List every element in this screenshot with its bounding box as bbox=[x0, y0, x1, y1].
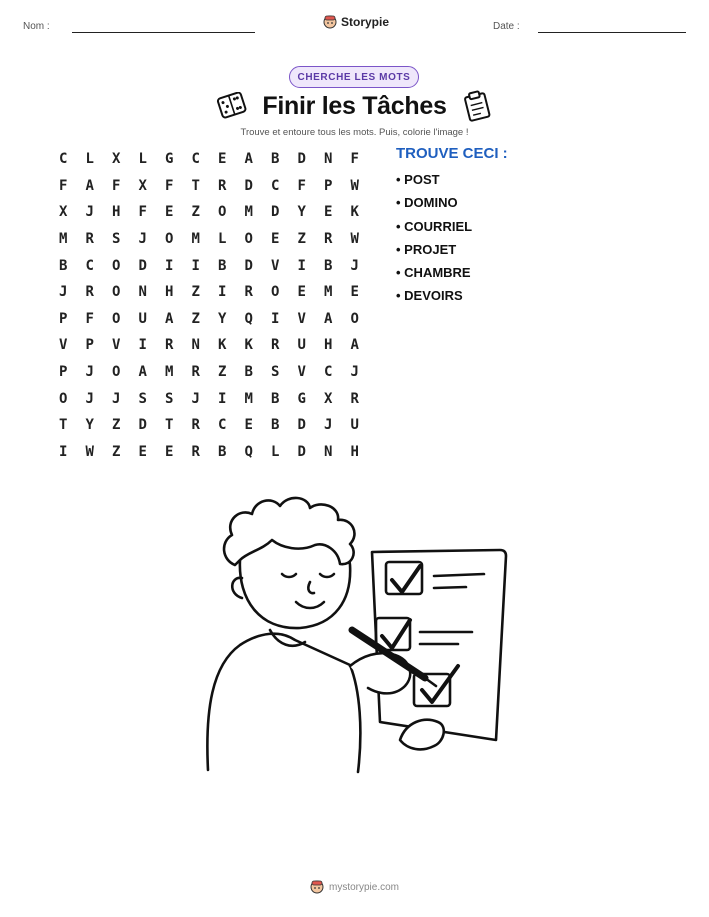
grid-letter[interactable]: X bbox=[112, 151, 121, 168]
storypie-mascot-icon bbox=[323, 15, 337, 29]
grid-letter[interactable]: F bbox=[350, 151, 359, 168]
grid-letter[interactable]: C bbox=[85, 257, 94, 274]
grid-letter[interactable]: E bbox=[138, 443, 147, 460]
grid-letter[interactable]: G bbox=[297, 390, 306, 407]
grid-letter[interactable]: E bbox=[244, 417, 253, 434]
grid-letter[interactable]: D bbox=[244, 257, 253, 274]
grid-letter[interactable]: I bbox=[191, 257, 200, 274]
grid-letter[interactable]: R bbox=[191, 364, 200, 381]
clipboard-icon bbox=[462, 90, 492, 122]
grid-letter[interactable]: A bbox=[324, 310, 333, 327]
grid-letter[interactable]: O bbox=[244, 231, 253, 248]
grid-letter[interactable]: R bbox=[85, 284, 94, 301]
grid-letter[interactable]: C bbox=[191, 151, 200, 168]
grid-letter[interactable]: F bbox=[297, 177, 306, 194]
grid-letter[interactable]: V bbox=[59, 337, 68, 354]
grid-letter[interactable]: H bbox=[350, 443, 359, 460]
grid-letter[interactable]: P bbox=[59, 310, 68, 327]
name-line bbox=[72, 32, 255, 33]
grid-letter[interactable]: C bbox=[59, 151, 68, 168]
storypie-mascot-icon bbox=[310, 880, 324, 894]
grid-letter[interactable]: B bbox=[271, 417, 280, 434]
grid-letter[interactable]: F bbox=[138, 204, 147, 221]
grid-letter[interactable]: Z bbox=[191, 204, 200, 221]
grid-letter[interactable]: O bbox=[112, 257, 121, 274]
grid-letter[interactable]: I bbox=[218, 390, 227, 407]
grid-letter[interactable]: L bbox=[218, 231, 227, 248]
grid-letter[interactable]: M bbox=[191, 231, 200, 248]
grid-letter[interactable]: R bbox=[218, 177, 227, 194]
grid-letter[interactable]: R bbox=[271, 337, 280, 354]
grid-letter[interactable]: M bbox=[165, 364, 174, 381]
grid-letter[interactable]: R bbox=[85, 231, 94, 248]
grid-letter[interactable]: I bbox=[165, 257, 174, 274]
grid-letter[interactable]: S bbox=[138, 390, 147, 407]
grid-letter[interactable]: Z bbox=[297, 231, 306, 248]
grid-letter[interactable]: U bbox=[297, 337, 306, 354]
grid-letter[interactable]: X bbox=[138, 177, 147, 194]
grid-letter[interactable]: E bbox=[297, 284, 306, 301]
grid-letter[interactable]: O bbox=[165, 231, 174, 248]
category-badge: CHERCHE LES MOTS bbox=[289, 66, 419, 88]
grid-letter[interactable]: V bbox=[297, 310, 306, 327]
grid-letter[interactable]: K bbox=[350, 204, 359, 221]
grid-letter[interactable]: A bbox=[350, 337, 359, 354]
grid-letter[interactable]: G bbox=[165, 151, 174, 168]
grid-letter[interactable]: E bbox=[165, 443, 174, 460]
grid-letter[interactable]: Z bbox=[112, 417, 121, 434]
grid-letter[interactable]: C bbox=[324, 364, 333, 381]
grid-letter[interactable]: D bbox=[297, 151, 306, 168]
grid-letter[interactable]: Z bbox=[218, 364, 227, 381]
grid-letter[interactable]: E bbox=[350, 284, 359, 301]
grid-letter[interactable]: M bbox=[244, 204, 253, 221]
grid-letter[interactable]: U bbox=[138, 310, 147, 327]
grid-letter[interactable]: X bbox=[59, 204, 68, 221]
grid-letter[interactable]: A bbox=[165, 310, 174, 327]
grid-letter[interactable]: B bbox=[271, 151, 280, 168]
grid-letter[interactable]: L bbox=[271, 443, 280, 460]
grid-letter[interactable]: W bbox=[350, 231, 359, 248]
grid-letter[interactable]: R bbox=[244, 284, 253, 301]
footer bbox=[0, 880, 709, 894]
grid-letter[interactable]: D bbox=[244, 177, 253, 194]
grid-letter[interactable]: R bbox=[165, 337, 174, 354]
date-line bbox=[538, 32, 686, 33]
word-list bbox=[396, 171, 472, 311]
coloring-illustration bbox=[200, 490, 520, 790]
grid-letter[interactable]: D bbox=[138, 417, 147, 434]
grid-letter[interactable]: E bbox=[324, 204, 333, 221]
grid-letter[interactable]: S bbox=[271, 364, 280, 381]
grid-letter[interactable]: T bbox=[165, 417, 174, 434]
find-list-title: TROUVE CECI : bbox=[396, 145, 508, 162]
grid-letter[interactable]: H bbox=[112, 204, 121, 221]
grid-letter[interactable]: J bbox=[138, 231, 147, 248]
word-item: • DEVOIRS bbox=[396, 288, 463, 304]
grid-letter[interactable]: B bbox=[59, 257, 68, 274]
word-item: • COURRIEL bbox=[396, 218, 473, 234]
grid-letter[interactable]: F bbox=[85, 310, 94, 327]
grid-letter[interactable]: J bbox=[85, 364, 94, 381]
grid-letter[interactable]: O bbox=[271, 284, 280, 301]
name-label: Nom : bbox=[23, 21, 50, 32]
grid-letter[interactable]: B bbox=[218, 257, 227, 274]
grid-letter[interactable]: K bbox=[244, 337, 253, 354]
grid-letter[interactable]: F bbox=[59, 177, 68, 194]
grid-letter[interactable]: J bbox=[85, 204, 94, 221]
grid-letter[interactable]: M bbox=[244, 390, 253, 407]
grid-letter[interactable]: I bbox=[218, 284, 227, 301]
grid-letter[interactable]: O bbox=[59, 390, 68, 407]
grid-letter[interactable]: I bbox=[271, 310, 280, 327]
grid-letter[interactable]: S bbox=[165, 390, 174, 407]
grid-letter[interactable]: R bbox=[191, 443, 200, 460]
grid-letter[interactable]: D bbox=[297, 443, 306, 460]
grid-letter[interactable]: N bbox=[324, 443, 333, 460]
grid-letter[interactable]: O bbox=[112, 364, 121, 381]
grid-letter[interactable]: W bbox=[350, 177, 359, 194]
grid-letter[interactable]: V bbox=[297, 364, 306, 381]
grid-letter[interactable]: J bbox=[59, 284, 68, 301]
grid-letter[interactable]: L bbox=[138, 151, 147, 168]
grid-letter[interactable]: F bbox=[112, 177, 121, 194]
brand-name: Storypie bbox=[341, 15, 390, 29]
grid-letter[interactable]: N bbox=[191, 337, 200, 354]
grid-letter[interactable]: A bbox=[244, 151, 253, 168]
grid-letter[interactable]: V bbox=[112, 337, 121, 354]
grid-letter[interactable]: U bbox=[350, 417, 359, 434]
grid-letter[interactable]: R bbox=[350, 390, 359, 407]
grid-letter[interactable]: B bbox=[244, 364, 253, 381]
grid-letter[interactable]: T bbox=[59, 417, 68, 434]
grid-letter[interactable]: D bbox=[138, 257, 147, 274]
grid-letter[interactable]: I bbox=[59, 443, 68, 460]
grid-letter[interactable]: J bbox=[112, 390, 121, 407]
grid-letter[interactable]: I bbox=[138, 337, 147, 354]
grid-letter[interactable]: J bbox=[350, 257, 359, 274]
grid-letter[interactable]: O bbox=[112, 310, 121, 327]
grid-letter[interactable]: R bbox=[191, 417, 200, 434]
grid-letter[interactable]: E bbox=[165, 204, 174, 221]
grid-letter[interactable]: Z bbox=[191, 310, 200, 327]
grid-letter[interactable]: J bbox=[85, 390, 94, 407]
word-item: • CHAMBRE bbox=[396, 265, 471, 281]
grid-letter[interactable]: C bbox=[271, 177, 280, 194]
grid-letter[interactable]: P bbox=[59, 364, 68, 381]
grid-letter[interactable]: M bbox=[59, 231, 68, 248]
grid-letter[interactable]: H bbox=[165, 284, 174, 301]
grid-letter[interactable]: O bbox=[218, 204, 227, 221]
grid-letter[interactable]: Y bbox=[297, 204, 306, 221]
grid-letter[interactable]: Q bbox=[244, 310, 253, 327]
grid-letter[interactable]: J bbox=[191, 390, 200, 407]
grid-letter[interactable]: B bbox=[271, 390, 280, 407]
grid-letter[interactable]: M bbox=[324, 284, 333, 301]
grid-letter[interactable]: O bbox=[112, 284, 121, 301]
grid-letter[interactable]: L bbox=[85, 151, 94, 168]
grid-letter[interactable]: J bbox=[350, 364, 359, 381]
grid-letter[interactable]: Z bbox=[112, 443, 121, 460]
grid-letter[interactable]: C bbox=[218, 417, 227, 434]
instructions: Trouve et entoure tous les mots. Puis, colorie l'image ! bbox=[240, 127, 469, 138]
grid-letter[interactable]: E bbox=[218, 151, 227, 168]
grid-letter[interactable]: I bbox=[297, 257, 306, 274]
grid-letter[interactable]: A bbox=[138, 364, 147, 381]
grid-letter[interactable]: N bbox=[138, 284, 147, 301]
grid-letter[interactable]: V bbox=[271, 257, 280, 274]
grid-letter[interactable]: T bbox=[191, 177, 200, 194]
grid-letter[interactable]: P bbox=[324, 177, 333, 194]
word-item: • PROJET bbox=[396, 241, 457, 257]
word-item: • DOMINO bbox=[396, 195, 458, 211]
word-item: • POST bbox=[396, 172, 440, 187]
grid-letter[interactable]: Y bbox=[85, 417, 94, 434]
grid-letter[interactable]: N bbox=[324, 151, 333, 168]
grid-letter[interactable]: E bbox=[271, 231, 280, 248]
grid-letter[interactable]: Z bbox=[191, 284, 200, 301]
grid-letter[interactable]: S bbox=[112, 231, 121, 248]
grid-letter[interactable]: H bbox=[324, 337, 333, 354]
grid-letter[interactable]: O bbox=[350, 310, 359, 327]
grid-letter[interactable]: R bbox=[324, 231, 333, 248]
grid-letter[interactable]: P bbox=[85, 337, 94, 354]
footer-url: mystorypie.com bbox=[328, 881, 399, 893]
grid-letter[interactable]: B bbox=[324, 257, 333, 274]
grid-letter[interactable]: Y bbox=[218, 310, 227, 327]
grid-letter[interactable]: Q bbox=[244, 443, 253, 460]
grid-letter[interactable]: K bbox=[218, 337, 227, 354]
page-title: Finir les Tâches bbox=[262, 92, 447, 120]
grid-letter[interactable]: D bbox=[271, 204, 280, 221]
date-label: Date : bbox=[493, 21, 520, 32]
grid-letter[interactable]: J bbox=[324, 417, 333, 434]
grid-letter[interactable]: W bbox=[85, 443, 94, 460]
brand-logo bbox=[323, 15, 389, 29]
grid-letter[interactable]: X bbox=[324, 390, 333, 407]
grid-letter[interactable]: B bbox=[218, 443, 227, 460]
grid-letter[interactable]: F bbox=[165, 177, 174, 194]
grid-letter[interactable]: A bbox=[85, 177, 94, 194]
word-search-grid bbox=[50, 146, 368, 465]
grid-letter[interactable]: D bbox=[297, 417, 306, 434]
